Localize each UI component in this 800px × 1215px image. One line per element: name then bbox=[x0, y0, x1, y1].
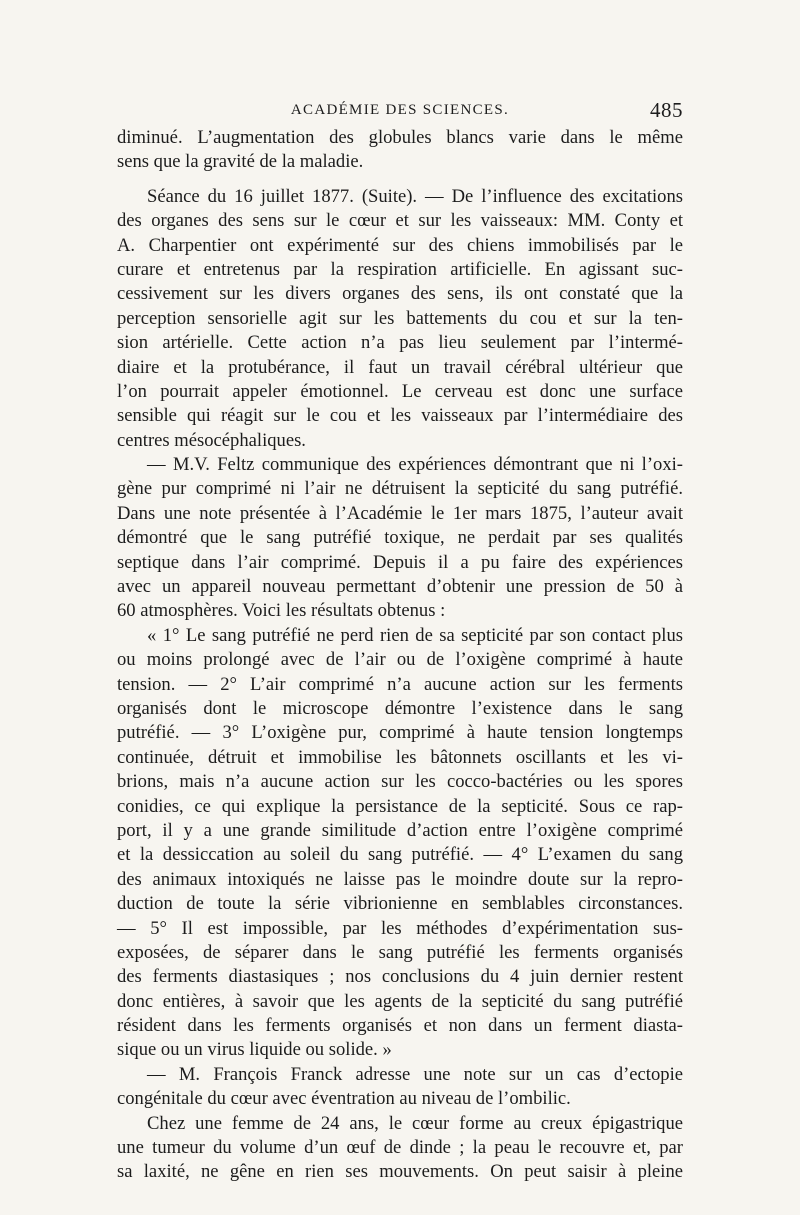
text-line: sique ou un virus liquide ou solide. » bbox=[117, 1039, 392, 1061]
running-title: ACADÉMIE DES SCIENCES. bbox=[290, 102, 510, 118]
text-line: cessivement sur les divers organes des sens, ils ont constaté que la bbox=[117, 283, 683, 305]
text-line: diaire et la protubérance, il faut un travail cérébral ultérieur que bbox=[117, 356, 683, 378]
page-number: 485 bbox=[650, 98, 683, 122]
paragraph bbox=[117, 1063, 683, 1112]
paragraph bbox=[117, 1112, 683, 1185]
text-line: A. Charpentier ont expérimenté sur des chiens immobilisés par le bbox=[117, 234, 683, 256]
text-line: « 1° Le sang putréfié ne perd rien de sa septicité par son contact plus bbox=[147, 624, 683, 646]
text-line: centres mésocéphaliques. bbox=[117, 429, 306, 451]
text-line: des ferments diastasiques ; nos conclusions du 4 juin dernier restent bbox=[117, 966, 683, 988]
text-line: tension. — 2° L’air comprimé n’a aucune action sur les ferments bbox=[117, 673, 683, 695]
text-line: donc entières, à savoir que les agents de la septicité du sang putréfié bbox=[117, 990, 683, 1012]
text-line: une tumeur du volume d’un œuf de dinde ; la peau le recouvre et, par bbox=[117, 1137, 683, 1159]
paragraph bbox=[117, 126, 683, 175]
text-line: des organes des sens sur le cœur et sur les vaisseaux: MM. Conty et bbox=[117, 210, 683, 232]
text-line: duction de toute la série vibrionienne en semblables circonstances. bbox=[117, 893, 683, 915]
text-line: Dans une note présentée à l’Académie le 1er mars 1875, l’auteur avait bbox=[117, 502, 683, 524]
text-line: septique dans l’air comprimé. Depuis il a pu faire des expériences bbox=[117, 551, 683, 573]
text-line: des animaux intoxiqués ne laisse pas le moindre doute sur la repro- bbox=[117, 868, 683, 890]
text-line: 60 atmosphères. Voici les résultats obtenus : bbox=[117, 600, 446, 622]
text-line: curare et entretenus par la respiration artificielle. En agissant suc- bbox=[117, 258, 683, 280]
paragraph bbox=[117, 185, 683, 453]
text-line: résident dans les ferments organisés et non dans un ferment diasta- bbox=[117, 1015, 683, 1037]
paragraph bbox=[117, 624, 683, 1063]
body-text bbox=[117, 126, 683, 1185]
text-line: démontré que le sang putréfié toxique, ne perdait par ses qualités bbox=[117, 527, 683, 549]
text-line: sa laxité, ne gêne en rien ses mouvements. On peut saisir à pleine bbox=[117, 1161, 683, 1183]
page-header bbox=[117, 98, 683, 124]
text-line: brions, mais n’a aucune action sur les cocco-bactéries ou les spores bbox=[117, 771, 683, 793]
text-line: sens que la gravité de la maladie. bbox=[117, 151, 364, 173]
text-line: sensible qui réagit sur le cou et les vaisseaux par l’intermédiaire des bbox=[117, 405, 683, 427]
text-line: exposées, de séparer dans le sang putréfié les ferments organisés bbox=[117, 941, 683, 963]
text-line: et la dessiccation au soleil du sang putréfié. — 4° L’examen du sang bbox=[117, 844, 683, 866]
text-line: Séance du 16 juillet 1877. (Suite). — De l’influence des excitations bbox=[147, 185, 683, 207]
text-line: — 5° Il est impossible, par les méthodes d’expérimentation sus- bbox=[117, 917, 683, 939]
text-line: Chez une femme de 24 ans, le cœur forme au creux épigastrique bbox=[147, 1112, 683, 1134]
text-line: perception sensorielle agit sur les battements du cou et sur la ten- bbox=[117, 307, 683, 329]
paragraph bbox=[117, 453, 683, 624]
text-line: l’on pourrait appeler émotionnel. Le cerveau est donc une surface bbox=[117, 380, 683, 402]
text-line: continuée, détruit et immobilise les bâtonnets oscillants et les vi- bbox=[117, 746, 683, 768]
text-line: conidies, ce qui explique la persistance de la septicité. Sous ce rap- bbox=[117, 795, 683, 817]
text-line: — M. François Franck adresse une note sur un cas d’ectopie bbox=[147, 1063, 683, 1085]
text-line: port, il y a une grande similitude d’action entre l’oxigène comprimé bbox=[117, 819, 683, 841]
text-line: diminué. L’augmentation des globules blancs varie dans le même bbox=[117, 127, 683, 148]
text-line: sion artérielle. Cette action n’a pas lieu seulement par l’intermé- bbox=[117, 332, 683, 354]
text-line: congénitale du cœur avec éventration au niveau de l’ombilic. bbox=[117, 1088, 571, 1110]
text-line: gène pur comprimé ni l’air ne détruisent la septicité du sang putréfié. bbox=[117, 478, 683, 500]
text-line: organisés dont le microscope démontre l’existence dans le sang bbox=[117, 697, 683, 719]
text-line: — M.V. Feltz communique des expériences démontrant que ni l’oxi- bbox=[147, 454, 683, 476]
paragraph-gap bbox=[117, 175, 683, 185]
text-line: avec un appareil nouveau permettant d’obtenir une pression de 50 à bbox=[117, 576, 683, 598]
text-line: putréfié. — 3° L’oxigène pur, comprimé à haute tension longtemps bbox=[117, 722, 683, 744]
text-line: ou moins prolongé avec de l’air ou de l’oxigène comprimé à haute bbox=[117, 649, 683, 671]
